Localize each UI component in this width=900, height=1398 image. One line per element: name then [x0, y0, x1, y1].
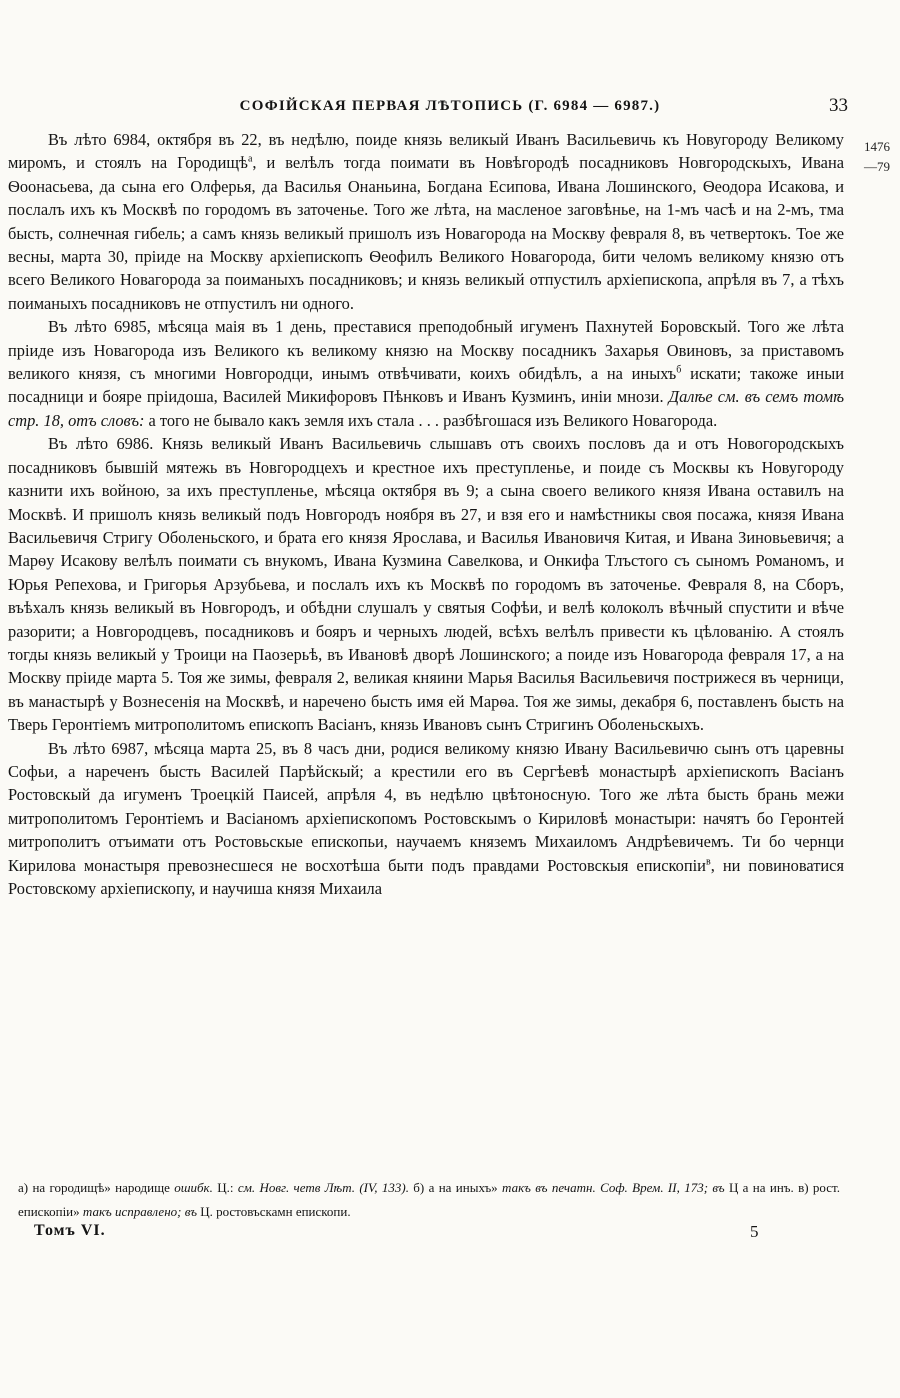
footnote-text: Ц. ростовъскамн епископи. [196, 1204, 351, 1219]
footnote-marker-b: б [676, 364, 682, 376]
margin-year: 1476 [864, 139, 890, 154]
footnote-marker-c: в [705, 856, 711, 868]
footnote-text: Ц.: [212, 1180, 238, 1195]
footnote-italic: такъ въ печатн. Соф. Врем. II, 173; въ [502, 1180, 725, 1195]
footnote-italic: такъ исправлено; въ [82, 1204, 197, 1219]
text-run: , ни повиноватися Ростовскому архіепископу, и научиша князя Михаила [8, 855, 844, 898]
text-run: Въ лѣто 6985, мѣсяца маія въ 1 день, преставися преподобный игуменъ Пахнутей Боровскый. Того же лѣта пріиде изъ Новагорода изъ Великого къ великому князю на Москву посадникъ Захарья Овиновъ, за приставомъ великого князя, съ многими Новгородци, инымъ отвѣчивати, коихъ обидѣлъ, а на иныхъ [8, 317, 844, 384]
text-run: Въ лѣто 6987, мѣсяца марта 25, въ 8 часъ дни, родися великому князю Ивану Васильевичю сынъ отъ царевны Софьи, а нареченъ бысть Василей Парѣйскый; а крестили его въ Сергѣевѣ монастырѣ архіепископъ Васіанъ Ростовскый да игуменъ Троецкій Паисей, апрѣля 4, въ недѣлю цвѣтоносную. Того же лѣта бысть брань межи митрополитомъ Геронтіемъ и Васіаномъ архіепископомъ Ростовскымъ о Кириловѣ монастыри: начятъ бо Геронтей митрополитъ отъимати отъ Ростовьскые епископьи, научаемъ княземъ Михаиломъ Андрѣевичемъ. Ти бо чернци Кирилова монастыря превознесшеся не восхотѣша быти подъ правдами Ростовскыя епископіи [8, 738, 844, 875]
page-number: 33 [829, 95, 848, 116]
running-head [0, 95, 900, 124]
footnote-text: б) а на иныхъ» [408, 1180, 503, 1195]
text-run: Въ лѣто 6984, октября въ 22, въ недѣлю, поиде князь великый Иванъ Васильевичь къ Новугороду Великому миромъ, и стоялъ на Городищѣ [8, 130, 844, 173]
paragraph-6986: Въ лѣто 6986. Князь великый Иванъ Васильевичь слышавъ отъ своихъ пословъ да и отъ Новогородскыхъ посадниковъ бывшій мятежь въ Новгородцехъ и крестное ихъ преступленье, и поиде съ Москвы къ Новугороду казнити ихъ войною, за ихъ преступленье, мѣсяца октября въ 9; а сына своего великого князя Ивана оставилъ на Москвѣ. И пришолъ князь великый подъ Новгородъ ноября въ 27, и взя его и намѣстникы своя посажа, князя Ивана Васильевичя Стригу Оболеньского, и брата его князя Ярослава, и Василья Ивановичя Китая, и Ивана Зиновьевичя; а Марѳу Исакову велѣлъ поимати съ внукомъ, Ивана Кузмина Савелкова, и Онкифа Тлъстого съ сыномъ Романомъ, и Юрья Репехова, и Григорья Арзубьева, и послалъ ихъ къ Москвѣ по городомъ въ заточенье. Февраля 8, на Сборъ, въѣхалъ князь великый въ Новгородъ, и обѣдни слушалъ у святыя Софѣи, и велѣ колоколъ вѣчный спустити и вѣче разорити; а Новгородцевъ, посадниковъ и бояръ и черныхъ людей, всѣхъ велѣлъ привести къ цѣлованію. А стоялъ тогды князь великый у Троици на Паозерьѣ, въ Ивановѣ дворѣ Лошинского; а поиде изъ Новагорода февраля 17, а на Москву пріиде марта 5. Тоя же зимы, февраля 2, великая княини Марья Василья Васильевичя пострижеся въ черници, въ манастырѣ у Вознесенія на Москвѣ, и наречено бысть имя ей Марѳа. Тоя же зимы, декабря 6, поставленъ бысть на Тверь Геронтіемъ митрополитомъ епископъ Васіанъ, князь Ивановъ сынъ Стригинъ Оболеньскыхъ. [8, 434, 844, 735]
paragraph-6987 [8, 737, 844, 901]
running-title: СОФІЙСКАЯ ПЕРВАЯ ЛѢТОПИСЬ (Г. 6984 — 6987.) [239, 98, 661, 114]
page-footer [34, 1222, 846, 1246]
cross-reference: Далѣе см. въ семъ томѣ стр. 18, отъ словъ: [8, 387, 844, 430]
footnote-italic: ошибк. [174, 1180, 213, 1195]
chronicle-text [8, 128, 844, 900]
signature-mark: 5 [750, 1222, 759, 1241]
footnote-text: Ц а на инъ. в) рост. епископіи» [18, 1180, 840, 1219]
text-run: а того не бывало какъ земля ихъ стала . . . разбѣгошася изъ Великого Новагорода. [144, 410, 718, 430]
footnote-italic: см. Новг. четв Лѣт. (IV, 133). [237, 1180, 409, 1195]
margin-year-range: —79 [864, 159, 890, 174]
footnote-text: а) на городищѣ» народище [18, 1180, 175, 1195]
footnote-marker-a: а [247, 153, 253, 165]
paragraph-6985 [8, 315, 844, 432]
footnote-block [18, 1176, 840, 1224]
text-run: , и велѣлъ тогда поимати въ Новѣгородѣ посадниковъ Новгородскыхъ, Ивана Ѳоонасьева, да сына его Олферья, да Василья Онаньина, Богдана Есипова, Ивана Лошинского, Ѳеодора Исакова, и послалъ ихъ къ Москвѣ по городомъ въ заточенье. Того же лѣта, на масленое заговѣнье, на 1-мъ часѣ и на 2-мъ, тма бысть, солнечная гибель; а самъ князь великый пришолъ изъ Новагорода на Москву февраля 8, въ четвертокъ. Тое же весны, марта 30, пріиде на Москву архіепископъ Ѳеофилъ Великого Новагорода, бити челомъ великому князю отъ всего Великого Новагорода за поиманыхъ посадниковъ; и князь великый отпустилъ архіепископа, апрѣля въ 7, а тѣхъ поиманыхъ посадниковъ не отпустилъ ни одного. [8, 153, 844, 313]
footnotes [18, 1176, 840, 1224]
text-run: искати; такоже иныи посадници и бояре пріидоша, Василей Микифоровъ Пѣнковъ и Иванъ Кузминъ, инiи мнози. [8, 364, 844, 407]
paragraph-6984 [8, 128, 844, 315]
volume-label: Томъ VI. [34, 1222, 106, 1239]
